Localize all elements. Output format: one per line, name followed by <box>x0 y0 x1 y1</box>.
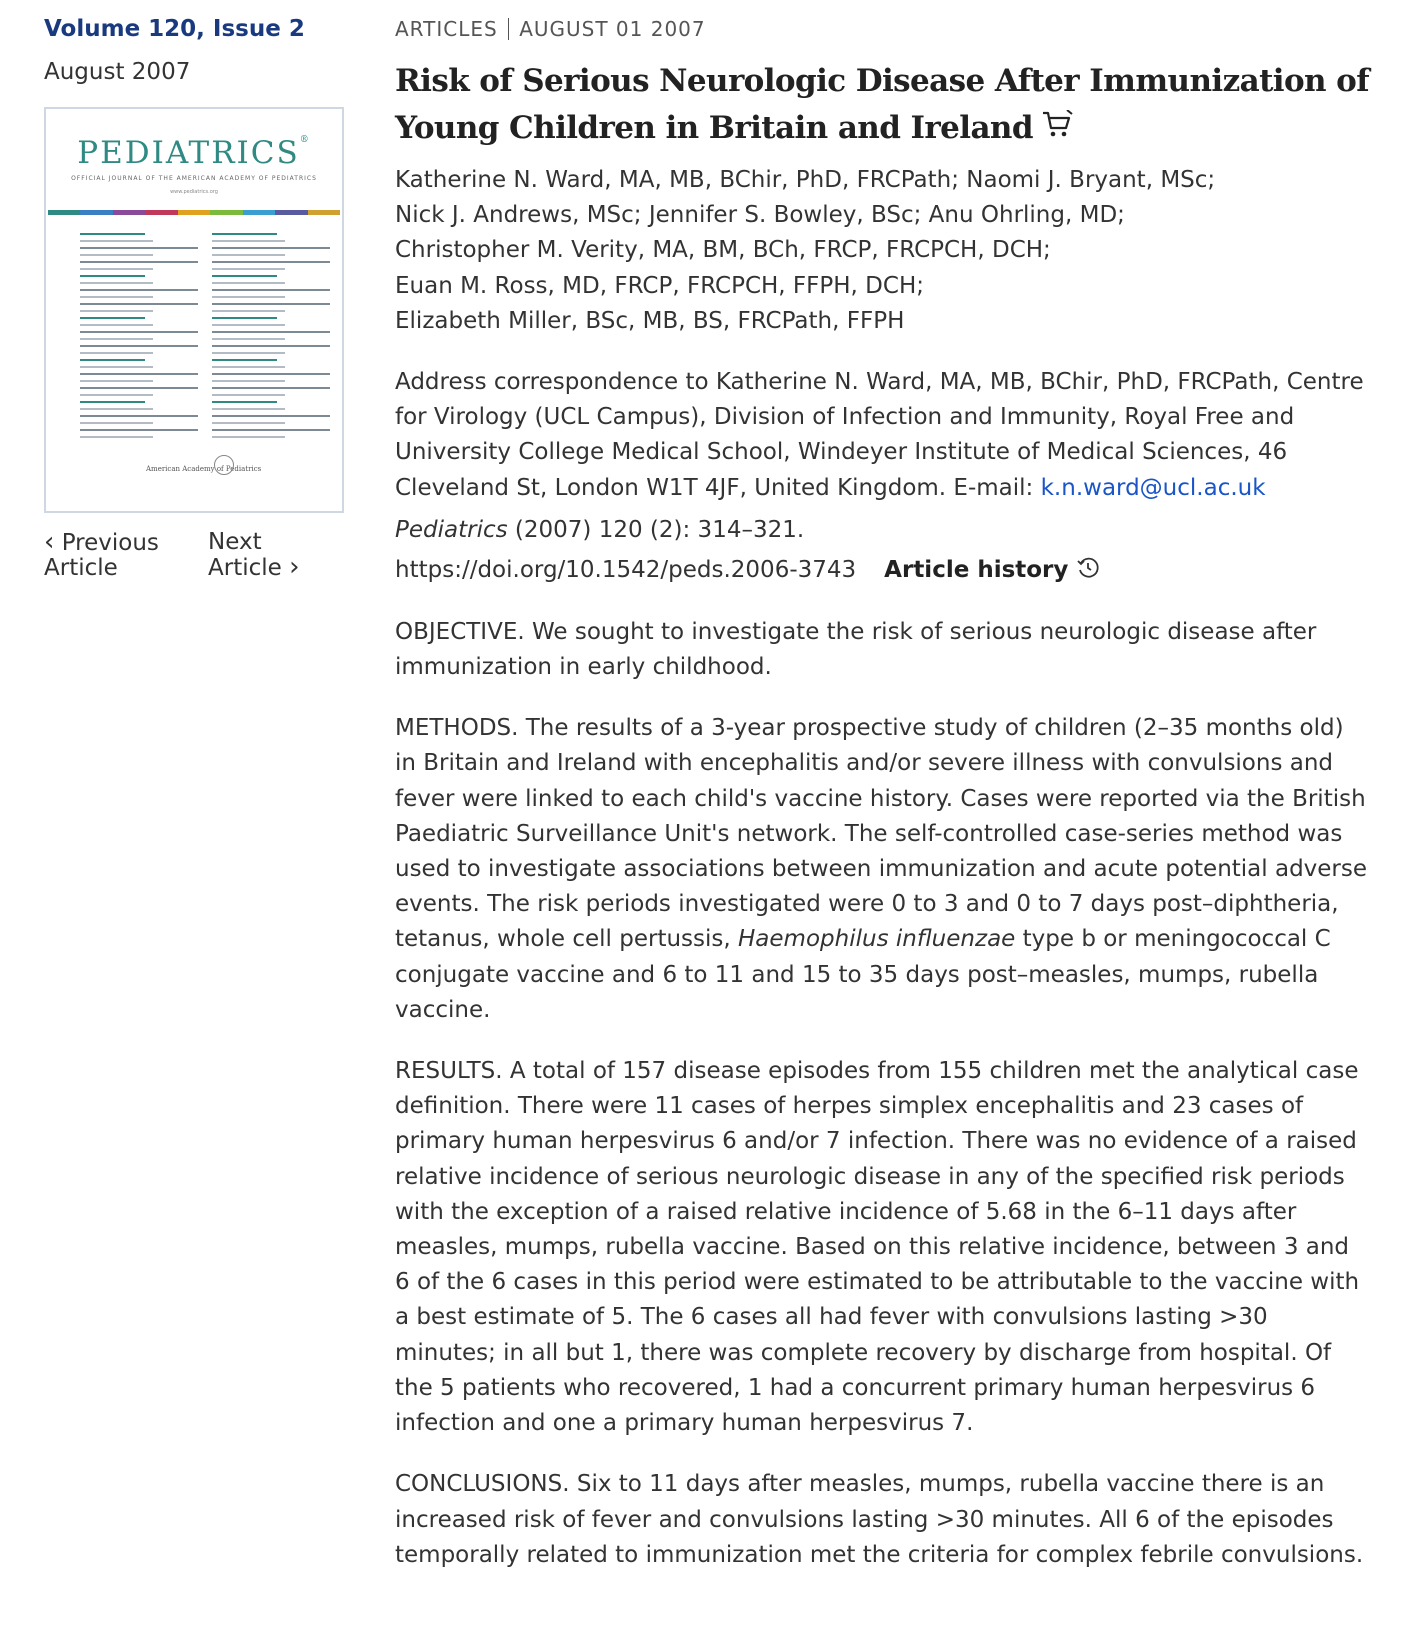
cover-toc-line <box>80 338 153 340</box>
abstract-results: RESULTS. A total of 157 disease episodes from 155 children met the analytical case definition. There were 11 cases of herpes simplex encephalitis and 23 cases of primary human herpesvirus 6 and/or 7 infection. There was no evidence of a raised relative incidence of serious neurologic disease in any of the specified risk periods with the exception of a raised relative incidence of 5.68 in the 6–11 days after measles, mumps, rubella vaccine. Based on this relative incidence, between 3 and 6 of the 6 cases in this period were estimated to be attributable to the vaccine with a best estimate of 5. The 6 cases all had fever with convulsions lasting >30 minutes; in all but 1, there was complete recovery by discharge from hospital. Of the 5 patients who recovered, 1 had a concurrent primary human herpesvirus 6 infection and one a primary human herpesvirus 7. <box>395 1058 1360 1437</box>
cover-toc-line <box>212 289 330 291</box>
shopping-cart-icon[interactable] <box>1041 107 1073 154</box>
cover-tagline: OFFICIAL JOURNAL OF THE AMERICAN ACADEMY OF PEDIATRICS <box>71 175 317 182</box>
article-meta <box>395 14 1370 44</box>
article-history-label: Article history <box>884 556 1069 583</box>
cover-toc-line <box>212 366 285 368</box>
cover-toc-line <box>212 331 330 333</box>
cover-toc-line <box>80 275 145 277</box>
cover-toc-line <box>212 296 285 298</box>
issue-volume-link[interactable]: Volume 120, Issue 2 <box>44 16 305 42</box>
previous-label-2: Article <box>44 555 118 581</box>
cover-toc-right <box>212 233 330 443</box>
cover-toc-line <box>212 247 330 249</box>
cover-stripe-segment <box>113 210 145 215</box>
next-article-link[interactable] <box>208 530 300 581</box>
cover-toc-line <box>212 233 277 235</box>
methods-text-b: type b or meningococcal C conjugate vaccine and 6 to 11 and 15 to 35 days post–measles, mumps, rubella vaccine. <box>395 926 1331 1023</box>
cover-toc-line <box>80 401 145 403</box>
methods-text-a: METHODS. The results of a 3-year prospective study of children (2–35 months old) in Britain and Ireland with encephalitis and/or severe illness with convulsions and fever were linked to each child's vaccine history. Cases were reported via the British Paediatric Surveillance Unit's network. The self-controlled case-series method was used to investigate associations between immunization and acute potential adverse events. The risk periods investigated were 0 to 3 and 0 to 7 days post–diphtheria, tetanus, whole cell pertussis, <box>395 715 1368 953</box>
author-line: Nick J. Andrews, MSc; Jennifer S. Bowley, BSc; Anu Ohrling, MD; <box>395 202 1125 229</box>
cover-stripe-segment <box>178 210 210 215</box>
cover-toc-line <box>80 387 198 389</box>
citation <box>395 515 1370 545</box>
article-main <box>395 14 1370 1573</box>
meta-divider <box>508 18 510 40</box>
cover-toc-line <box>80 380 153 382</box>
chevron-right-icon: › <box>289 552 300 582</box>
cover-toc-line <box>212 359 277 361</box>
cover-toc-line <box>80 415 198 417</box>
cover-toc-left <box>80 233 198 443</box>
cover-toc-line <box>80 240 153 242</box>
author-list <box>395 163 1370 339</box>
cover-toc-line <box>80 282 153 284</box>
cover-stripe-segment <box>80 210 112 215</box>
previous-label: Previous <box>61 530 159 556</box>
previous-article-link[interactable] <box>44 527 159 581</box>
cover-toc-line <box>80 394 153 396</box>
cover-toc-line <box>80 324 153 326</box>
abstract-conclusions: CONCLUSIONS. Six to 11 days after measles, mumps, rubella vaccine there is an increased risk of fever and convulsions lasting >30 minutes. All 6 of the episodes temporally related to immunization met the criteria for complex febrile convulsions. <box>395 1471 1364 1568</box>
article-navigation <box>44 527 344 586</box>
cover-stripe-segment <box>210 210 242 215</box>
email-link[interactable]: k.n.ward@ucl.ac.uk <box>1040 474 1266 501</box>
cover-toc-line <box>80 436 153 438</box>
cover-toc-line <box>80 373 198 375</box>
cover-toc-line <box>80 247 198 249</box>
cover-stripe-segment <box>308 210 340 215</box>
cover-toc-line <box>212 422 285 424</box>
cover-toc-line <box>80 345 198 347</box>
abstract-objective: OBJECTIVE. We sought to investigate the risk of serious neurologic disease after immunization in early childhood. <box>395 618 1317 681</box>
cover-toc-line <box>80 331 198 333</box>
cover-toc-line <box>212 408 285 410</box>
cover-toc-line <box>80 296 153 298</box>
cover-toc-line <box>212 415 330 417</box>
cover-seal-icon <box>214 455 234 475</box>
next-label: Next <box>208 529 262 555</box>
cover-toc-line <box>212 268 285 270</box>
cover-toc-line <box>80 310 153 312</box>
cover-toc-line <box>212 380 285 382</box>
article-title <box>395 58 1370 154</box>
cover-toc-line <box>212 310 285 312</box>
cover-toc-line <box>80 268 153 270</box>
abstract-methods <box>395 711 1370 1028</box>
citation-details: (2007) 120 (2): 314–321. <box>507 516 805 543</box>
methods-italic-term: Haemophilus influenzae <box>738 926 1016 953</box>
cover-reg-mark: ® <box>299 135 311 145</box>
cover-toc-line <box>212 387 330 389</box>
article-history-button[interactable] <box>884 557 1100 583</box>
cover-publisher: American Academy of Pediatrics <box>146 465 262 473</box>
cover-toc-line <box>212 394 285 396</box>
cover-toc-line <box>212 429 330 431</box>
cover-toc-line <box>80 254 153 256</box>
cover-toc-line <box>212 324 285 326</box>
cover-toc-line <box>212 436 285 438</box>
cover-stripe-segment <box>48 210 80 215</box>
author-line: Elizabeth Miller, BSc, MB, BS, FRCPath, FFPH <box>395 307 905 334</box>
cover-color-stripe <box>48 210 340 215</box>
cover-toc-line <box>212 261 330 263</box>
cover-toc-line <box>212 352 285 354</box>
cover-toc-line <box>212 317 277 319</box>
article-date: AUGUST 01 2007 <box>519 17 706 41</box>
cover-toc-line <box>212 275 277 277</box>
article-title-text: Risk of Serious Neurologic Disease After Immunization of Young Children in Britain and Ireland <box>395 63 1369 146</box>
cover-toc-line <box>80 352 153 354</box>
cover-toc-line <box>80 317 145 319</box>
cover-toc-line <box>212 401 277 403</box>
cover-toc-line <box>80 366 153 368</box>
author-line: Euan M. Ross, MD, FRCP, FRCPCH, FFPH, DCH; <box>395 272 924 299</box>
author-line: Christopher M. Verity, MA, BM, BCh, FRCP, FRCPCH, DCH; <box>395 237 1051 264</box>
cover-toc-line <box>80 303 198 305</box>
issue-date: August 2007 <box>44 59 191 85</box>
doi-row <box>395 555 1370 588</box>
cover-toc-line <box>80 359 145 361</box>
journal-cover-image[interactable] <box>44 107 344 513</box>
cover-toc-line <box>212 303 330 305</box>
cover-stripe-segment <box>243 210 275 215</box>
cover-url: www.pediatrics.org <box>170 189 218 195</box>
cover-stripe-segment <box>275 210 307 215</box>
cover-toc-line <box>80 408 153 410</box>
journal-name: Pediatrics <box>395 516 508 543</box>
cover-journal-logo <box>46 135 342 171</box>
cover-journal-title: PEDIATRICS <box>77 135 300 171</box>
cover-toc-line <box>212 254 285 256</box>
cover-toc-line <box>212 373 330 375</box>
cover-toc-line <box>212 282 285 284</box>
cover-toc-line <box>212 338 285 340</box>
history-clock-icon <box>1076 556 1100 588</box>
cover-stripe-segment <box>145 210 177 215</box>
cover-toc-line <box>80 289 198 291</box>
cover-toc-line <box>80 261 198 263</box>
next-label-2: Article <box>208 555 282 581</box>
article-category: ARTICLES <box>395 17 498 41</box>
cover-toc-line <box>80 429 198 431</box>
doi-link[interactable]: https://doi.org/10.1542/peds.2006-3743 <box>395 556 857 583</box>
cover-toc-line <box>212 345 330 347</box>
author-line: Katherine N. Ward, MA, MB, BChir, PhD, FRCPath; Naomi J. Bryant, MSc; <box>395 167 1216 193</box>
address-text: Address correspondence to Katherine N. Ward, MA, MB, BChir, PhD, FRCPath, Centre for Virology (UCL Campus), Division of Infection and Immunity, Royal Free and University College Medical School, Windeyer Institute of Medical Sciences, 46 Cleveland St, London W1T 4JF, United Kingdom. E-mail: <box>395 369 1364 501</box>
cover-toc-line <box>80 233 145 235</box>
cover-toc-line <box>80 422 153 424</box>
cover-toc-line <box>212 240 285 242</box>
chevron-left-icon: ‹ <box>44 527 55 557</box>
issue-sidebar <box>44 14 354 513</box>
correspondence-address <box>395 365 1370 506</box>
